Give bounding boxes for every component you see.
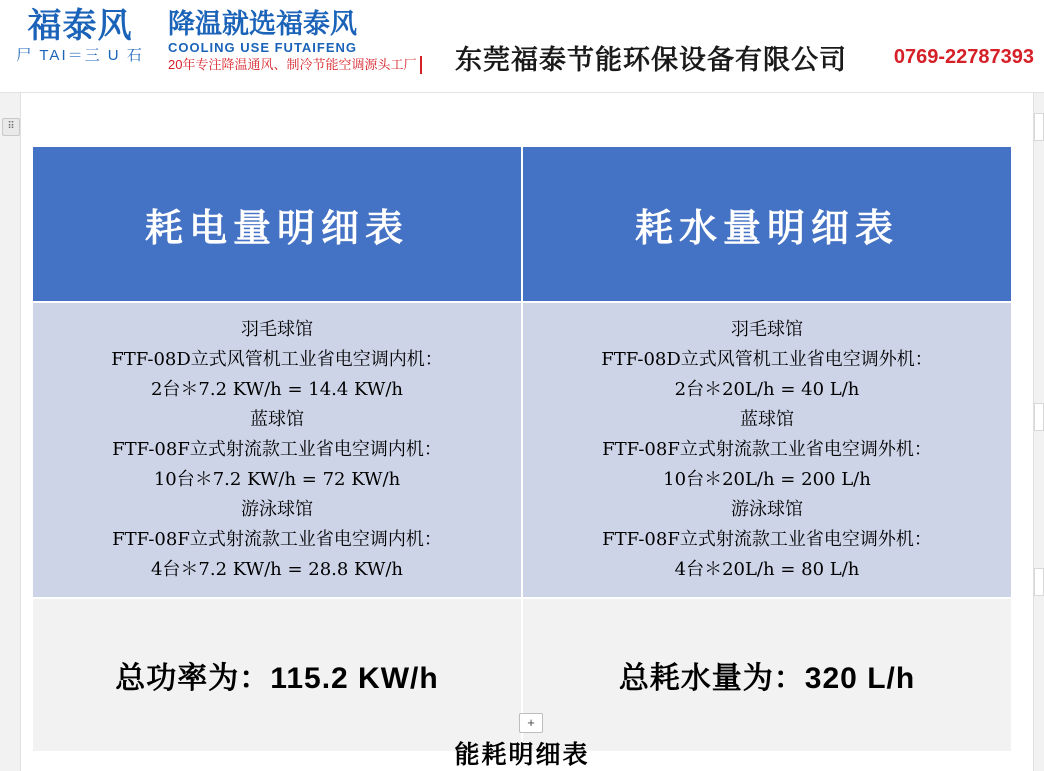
detail-line: 蓝球馆 bbox=[740, 409, 794, 430]
detail-line: 游泳球馆 bbox=[731, 499, 803, 520]
table-body-cell-water bbox=[522, 302, 1012, 598]
slogan-english-text: COOLING USE FUTAIFENG bbox=[168, 40, 358, 55]
detail-line: FTF-08F立式射流款工业省电空调外机： bbox=[602, 529, 932, 550]
grip-icon[interactable]: ⠿ bbox=[2, 118, 20, 136]
table-body-cell-power bbox=[32, 302, 522, 598]
total-power-value: 总功率为：115.2 KW/h bbox=[115, 662, 439, 695]
slogan-red-text: 20年专注降温通风、制冷节能空调源头工厂 bbox=[168, 56, 422, 74]
scroll-marker[interactable] bbox=[1034, 113, 1044, 141]
detail-line: FTF-08F立式射流款工业省电空调内机： bbox=[112, 439, 442, 460]
header-title-water: 耗水量明细表 bbox=[634, 204, 899, 250]
add-row-button[interactable]: + bbox=[519, 713, 543, 733]
table-caption: 能耗明细表 bbox=[454, 740, 590, 769]
table-total-cell-water bbox=[522, 598, 1012, 752]
company-name-title: 东莞福泰节能环保设备有限公司 bbox=[455, 45, 847, 76]
table-total-cell-power bbox=[32, 598, 522, 752]
table-header-cell-power bbox=[32, 146, 522, 302]
detail-line: 4台＊20L/h = 80 L/h bbox=[674, 559, 860, 580]
logo-sub-text: 尸 TAI＝三 U 石 bbox=[16, 47, 144, 64]
table-row-details bbox=[32, 302, 1012, 598]
detail-line: FTF-08D立式风管机工业省电空调内机： bbox=[111, 349, 443, 370]
detail-line: 羽毛球馆 bbox=[731, 319, 803, 340]
detail-line: 蓝球馆 bbox=[250, 409, 304, 430]
logo-main-text: 福泰风 bbox=[27, 6, 133, 46]
slogan-main-text: 降温就选福泰风 bbox=[168, 9, 357, 39]
table-row-headers bbox=[32, 146, 1012, 302]
document-page-area bbox=[0, 93, 1044, 771]
detail-line: FTF-08F立式射流款工业省电空调外机： bbox=[602, 439, 932, 460]
detail-line: 2台＊7.2 KW/h = 14.4 KW/h bbox=[150, 379, 404, 400]
table-header-cell-water bbox=[522, 146, 1012, 302]
right-gutter bbox=[1033, 93, 1044, 771]
contact-phone-number: 0769-22787393 bbox=[893, 46, 1034, 68]
slogan-block bbox=[168, 8, 438, 74]
scroll-marker[interactable] bbox=[1034, 568, 1044, 596]
header-title-power: 耗电量明细表 bbox=[144, 204, 409, 250]
detail-line: 羽毛球馆 bbox=[241, 319, 313, 340]
company-logo bbox=[10, 6, 150, 66]
detail-line: 4台＊7.2 KW/h = 28.8 KW/h bbox=[150, 559, 404, 580]
energy-detail-table bbox=[31, 145, 1013, 753]
total-water-value: 总耗水量为：320 L/h bbox=[618, 662, 916, 695]
detail-line: 2台＊20L/h = 40 L/h bbox=[674, 379, 860, 400]
detail-line: 10台＊20L/h = 200 L/h bbox=[663, 469, 871, 490]
scroll-marker[interactable] bbox=[1034, 403, 1044, 431]
detail-line: 游泳球馆 bbox=[241, 499, 313, 520]
detail-line: 10台＊7.2 KW/h = 72 KW/h bbox=[153, 469, 401, 490]
page-header-banner bbox=[0, 0, 1044, 93]
detail-line: FTF-08F立式射流款工业省电空调内机： bbox=[112, 529, 442, 550]
detail-line: FTF-08D立式风管机工业省电空调外机： bbox=[601, 349, 933, 370]
energy-table-wrapper bbox=[31, 145, 1013, 753]
left-gutter bbox=[0, 93, 21, 771]
